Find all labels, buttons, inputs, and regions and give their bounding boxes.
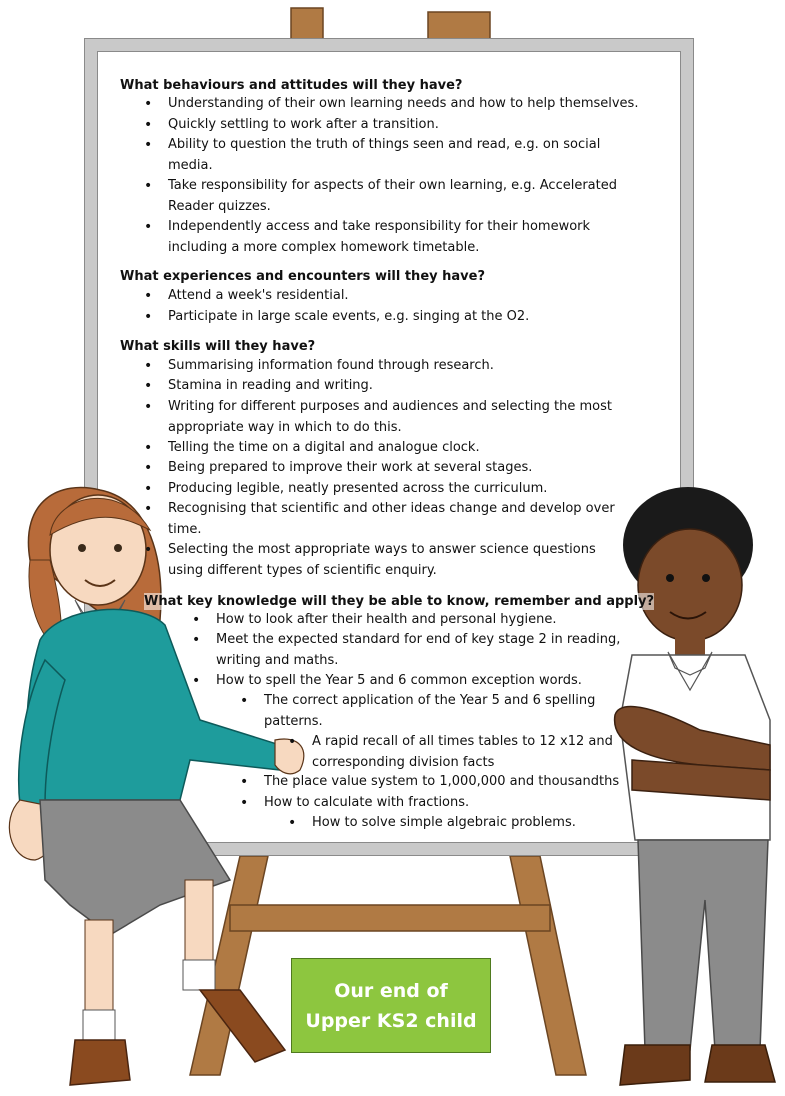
- list-item: • Writing for different purposes and audiences and selecting the most appropriate way in which to do this.: [168, 397, 658, 438]
- list-item: • How to look after their health and personal hygiene.: [216, 610, 646, 631]
- section-heading-knowledge: What key knowledge will they be able to know, remember and apply?: [144, 594, 655, 609]
- caption-line-2: Upper KS2 child: [305, 1009, 477, 1032]
- list-item: • Attend a week's residential.: [168, 286, 658, 307]
- caption-label: [291, 958, 491, 1053]
- list-item: • Participate in large scale events, e.g. singing at the O2.: [168, 307, 658, 328]
- list-item: • How to solve simple algebraic problems.: [312, 813, 632, 834]
- list-item: • Recognising that scientific and other ideas change and develop over time.: [168, 499, 638, 540]
- list-item: • Take responsibility for aspects of their own learning, e.g. Accelerated Reader quizzes.: [168, 176, 658, 217]
- section-heading-behaviours: What behaviours and attitudes will they have?: [120, 78, 463, 93]
- list-item: • Understanding of their own learning needs and how to help themselves.: [168, 94, 658, 115]
- list-item: • Summarising information found through research.: [168, 356, 658, 377]
- list-item: • Ability to question the truth of things seen and read, e.g. on social media.: [168, 135, 638, 176]
- list-item: • How to spell the Year 5 and 6 common exception words.: [216, 671, 646, 692]
- list-item: • The place value system to 1,000,000 and thousandths: [264, 772, 644, 793]
- list-item: • Being prepared to improve their work at several stages.: [168, 458, 658, 479]
- section-heading-skills: What skills will they have?: [120, 339, 316, 354]
- list-item: • Independently access and take responsibility for their homework including a more complex homework timetable.: [168, 217, 638, 258]
- list-item: • Quickly settling to work after a transition.: [168, 115, 658, 136]
- list-item: • Producing legible, neatly presented across the curriculum.: [168, 479, 658, 500]
- list-item: • How to calculate with fractions.: [264, 793, 624, 814]
- list-item: • The correct application of the Year 5 and 6 spelling patterns.: [264, 691, 624, 732]
- list-item: • Selecting the most appropriate ways to answer science questions using different types of scientific enquiry.: [168, 540, 628, 581]
- list-item: • Telling the time on a digital and analogue clock.: [168, 438, 658, 459]
- list-item: • A rapid recall of all times tables to 12 x12 and corresponding division facts: [312, 732, 622, 773]
- list-item: • Meet the expected standard for end of key stage 2 in reading, writing and maths.: [216, 630, 656, 671]
- section-heading-experiences: What experiences and encounters will they have?: [120, 269, 485, 284]
- list-item: • Stamina in reading and writing.: [168, 376, 658, 397]
- caption-line-1: Our end of: [334, 979, 448, 1002]
